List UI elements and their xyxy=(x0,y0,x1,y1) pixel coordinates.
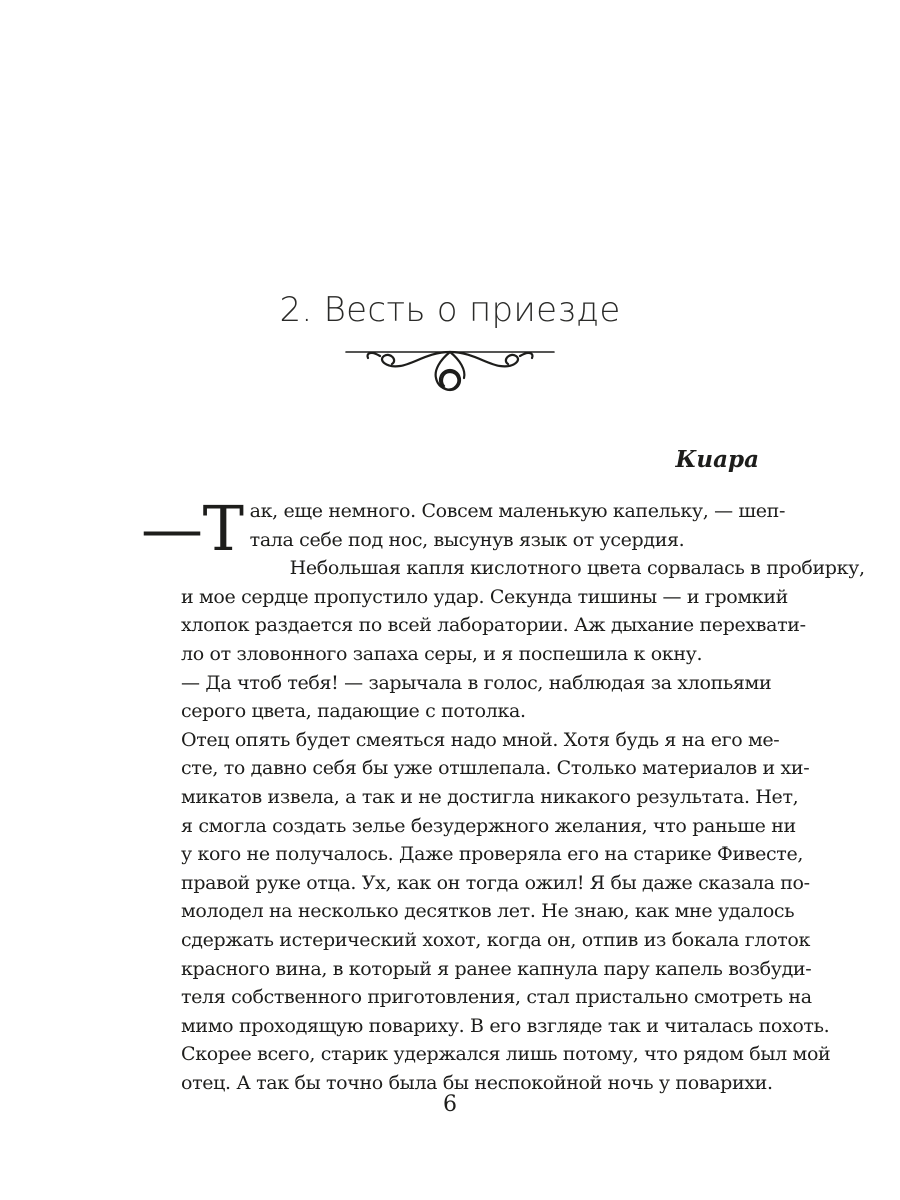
chapter-title: 2. Весть о приезде xyxy=(279,290,621,330)
chapter-text xyxy=(141,492,865,1097)
text-line: сдержать истерический хохот, когда он, отпив из бокала глоток xyxy=(181,928,810,951)
paragraph xyxy=(141,669,772,726)
text-line: мимо проходящую повариху. В его взгляде так и читалась похоть. xyxy=(181,1014,830,1037)
text-line: красного вина, в который я ранее капнула пару капель возбуди- xyxy=(181,957,812,980)
text-line: серого цвета, падающие с потолка. xyxy=(181,700,526,723)
text-line: микатов извела, а так и не достигла никакого результата. Нет, xyxy=(181,785,799,808)
text-line: молодел на несколько десятков лет. Не знаю, как мне удалось xyxy=(181,900,795,923)
text-line: теля собственного приготовления, стал пристально смотреть на xyxy=(181,986,812,1009)
paragraph xyxy=(141,492,786,565)
text-line: у кого не получалось. Даже проверяла его на старике Фивесте, xyxy=(181,843,804,866)
paragraph xyxy=(141,726,831,1098)
text-line: и мое сердце пропустило удар. Секунда тишины — и громкий xyxy=(181,585,788,608)
pov-character-name: Киара xyxy=(675,446,759,473)
drop-cap: —Т xyxy=(141,492,244,565)
text-line: тала себе под нос, высунув язык от усердия. xyxy=(249,528,685,551)
text-line: отец. А так бы точно была бы неспокойной ночь у поварихи. xyxy=(181,1071,773,1094)
paragraph xyxy=(141,554,865,668)
text-line: ло от зловонного запаха серы, и я поспешила к окну. xyxy=(181,642,703,665)
text-line: я смогла создать зелье безудержного желания, что раньше ни xyxy=(181,814,796,837)
text-line: Небольшая капля кислотного цвета сорвалась в пробирку, xyxy=(289,557,865,580)
text-line: сте, то давно себя бы уже отшлепала. Столько материалов и хи- xyxy=(181,757,810,780)
text-line: Скорее всего, старик удержался лишь потому, что рядом был мой xyxy=(181,1043,831,1066)
text-line: Отец опять будет смеяться надо мной. Хотя будь я на его ме- xyxy=(181,728,780,751)
text-line: хлопок раздается по всей лаборатории. Аж дыхание перехвати- xyxy=(181,614,806,637)
page-number: 6 xyxy=(443,1092,457,1117)
ornament-flourish-icon xyxy=(340,342,560,402)
text-line: ак, еще немного. Совсем маленькую капельку, — шеп- xyxy=(249,500,786,522)
text-line: правой руке отца. Ух, как он тогда ожил! Я бы даже сказала по- xyxy=(181,871,810,894)
text-line: — Да чтоб тебя! — зарычала в голос, наблюдая за хлопьями xyxy=(181,671,772,694)
